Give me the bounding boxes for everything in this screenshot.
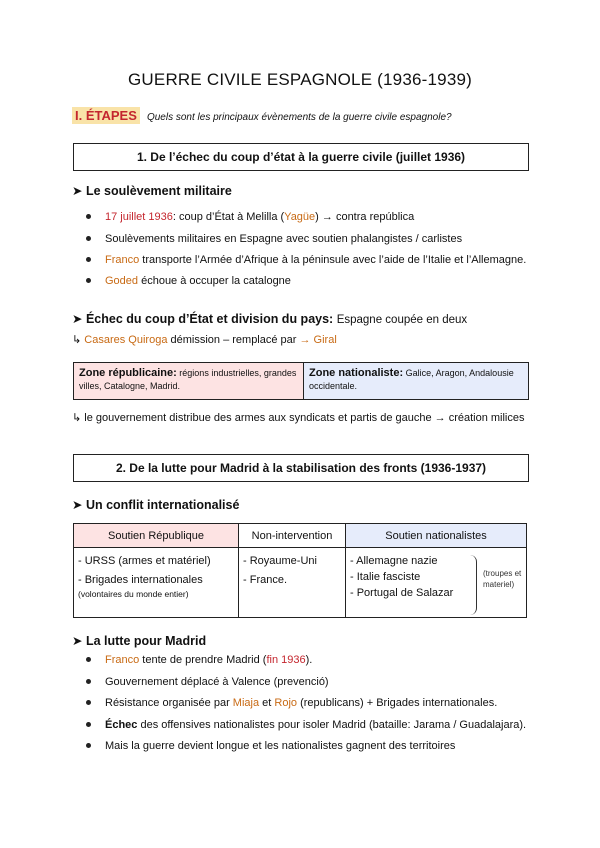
bullet-icon [86,257,91,262]
heading-madrid: ➤ La lutte pour Madrid [72,634,207,648]
section-intro [72,108,452,123]
cell-line: - Royaume-Uni [243,555,317,567]
heading-echec-note: Espagne coupée en deux [336,314,468,326]
heading-soulevement: ➤ Le soulèvement militaire [72,184,232,198]
cell-line: - Italie fasciste [350,571,421,583]
list-item [86,740,455,752]
zone-rep-label: Zone républicaine: [79,367,177,379]
brace-note [483,568,521,590]
bullet-icon [86,214,91,219]
cell-line: - Portugal de Salazar [350,587,454,599]
list-item-text: ) → contra república [315,211,415,223]
cell-line: - France. [243,574,288,586]
bullet-icon [86,743,91,748]
column-header: Non-intervention [239,524,346,548]
list-item [86,211,414,223]
etapes-label: I. ÉTAPES [72,107,140,124]
date-highlight: 17 juillet 1936 [105,211,173,223]
brace-icon [470,555,477,615]
name-highlight: Yagüe [284,211,316,223]
guiding-question: Quels sont les principaux évènements de la guerre civile espagnole? [146,112,452,123]
heading-conflit: ➤ Un conflit internationalisé [72,498,240,512]
table-row [74,548,527,618]
list-item [86,719,526,731]
cell-republique [74,548,239,618]
list-item [86,676,329,688]
heading-echec [72,311,467,326]
bullet-icon [86,657,91,662]
name-highlight: Franco [105,254,140,266]
column-header: Soutien nationalistes [346,524,527,548]
brace-note-line: materiel) [483,580,515,589]
bullet-icon [86,278,91,283]
name-highlight: Miaja [232,697,260,709]
bullet-icon [86,679,91,684]
column-header: Soutien République [74,524,239,548]
heading-echec-text: ➤ Échec du coup d’État et division du pays: [72,312,334,326]
date-highlight: fin 1936 [266,654,306,666]
brace-note-line: (troupes et [483,569,522,578]
sub-arrow-icon: ↳ [72,334,85,346]
list-item [86,654,312,666]
name-highlight: Goded [105,275,139,287]
page-title: GUERRE CIVILE ESPAGNOLE (1936-1939) [128,70,472,89]
cell-non-intervention [239,548,346,618]
zone-nationaliste [304,363,528,399]
cell-line: - URSS (armes et matériel) [78,555,211,567]
name-highlight: Casares Quiroga [84,334,168,346]
section-1-title: 1. De l’échec du coup d’état à la guerre civile (juillet 1936) [73,143,529,171]
name-highlight: Rojo [274,697,298,709]
list-item-text: Gouvernement déplacé à Valence (prevenció) [105,676,329,688]
cell-line: (volontaires du monde entier) [78,589,189,599]
list-item-text: (republicans) + Brigades internationales. [297,697,498,709]
cell-line: - Allemagne nazie [350,555,438,567]
list-item [86,254,526,266]
demission-line [72,333,337,346]
list-item-text: Résistance organisée par [105,697,233,709]
demission-text: démission – remplacé par [167,334,300,346]
support-table [73,523,527,618]
name-highlight: → Giral [299,334,337,346]
list-item-text: des offensives nationalistes pour isoler Madrid (bataille: Jarama / Guadalajara). [137,719,527,731]
list-item-text: échoue à occuper la catalogne [138,275,291,287]
zone-nat-text: Galice, Aragon, Andalousie occidentale. [309,368,514,391]
zone-nat-label: Zone nationaliste: [309,367,404,379]
zone-rep-text: régions industrielles, grandes villes, Catalogne, Madrid. [79,368,297,391]
armes-line: ↳ le gouvernement distribue des armes aux syndicats et partis de gauche → création milices [72,412,525,424]
zones-box [73,362,529,400]
cell-nationalistes [346,548,527,618]
bullet-icon [86,236,91,241]
list-item [86,697,497,709]
list-item-text: transporte l’Armée d’Afrique à la péninsule avec l’aide de l’Italie et l’Allemagne. [139,254,527,266]
list-item [86,275,291,287]
bullet-icon [86,722,91,727]
list-item-text: Mais la guerre devient longue et les nationalistes gagnent des territoires [105,740,456,752]
bullet-icon [86,700,91,705]
zone-republicaine [74,363,304,399]
table-header-row [74,524,527,548]
list-item-text: ). [305,654,313,666]
name-highlight: Franco [105,654,140,666]
cell-line: - Brigades internationales [78,574,203,586]
list-item-text: et [259,697,275,709]
list-item-text: Soulèvements militaires en Espagne avec soutien phalangistes / carlistes [105,233,463,245]
list-item-text: tente de prendre Madrid ( [139,654,267,666]
list-item-bold: Échec [105,719,138,731]
list-item [86,233,462,245]
section-2-title: 2. De la lutte pour Madrid à la stabilisation des fronts (1936-1937) [73,454,529,482]
list-item-text: : coup d’État à Melilla ( [172,211,285,223]
